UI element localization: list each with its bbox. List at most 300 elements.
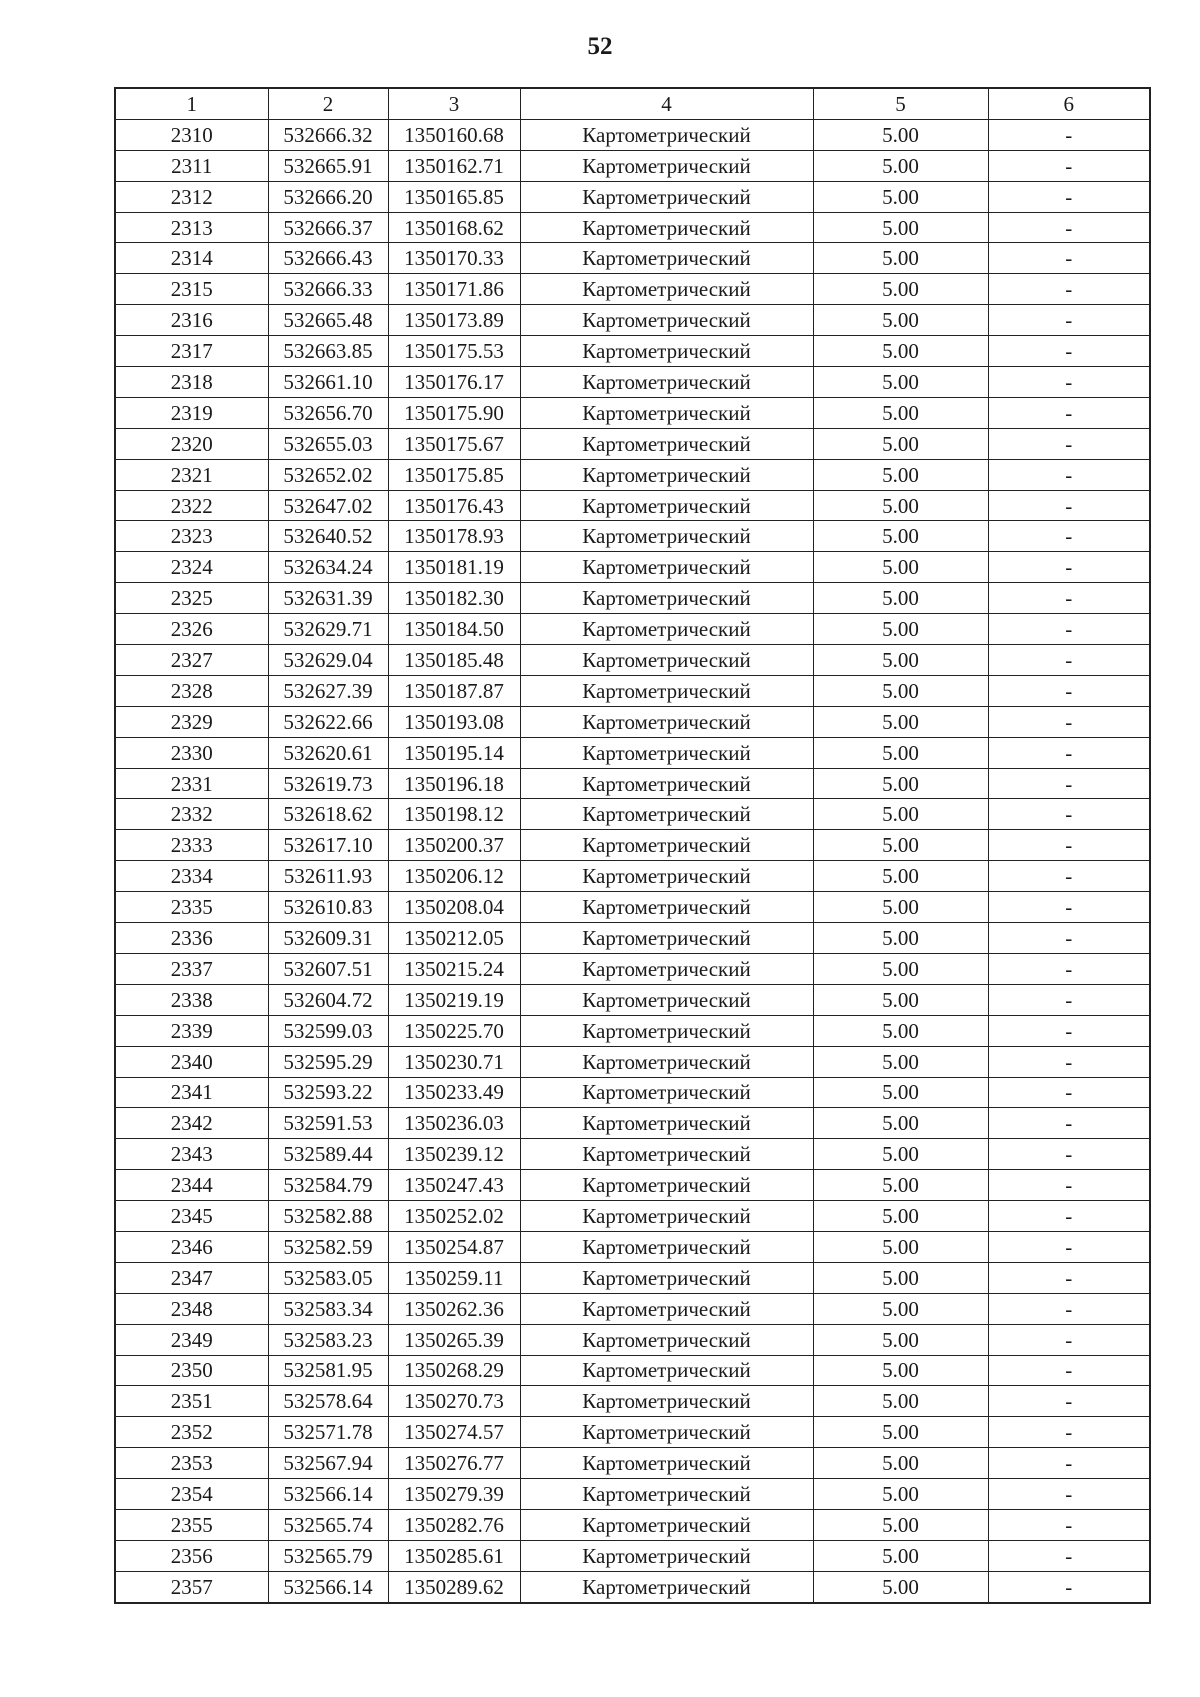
point-number-cell: 2320 (115, 428, 268, 459)
table-row (115, 1108, 1150, 1139)
accuracy-cell: 5.00 (813, 984, 988, 1015)
note-cell: - (988, 1108, 1150, 1139)
table-row (115, 706, 1150, 737)
x-coordinate-cell: 532609.31 (268, 923, 388, 954)
y-coordinate-cell: 1350270.73 (388, 1386, 520, 1417)
x-coordinate-cell: 532593.22 (268, 1077, 388, 1108)
accuracy-cell: 5.00 (813, 119, 988, 150)
accuracy-cell: 5.00 (813, 953, 988, 984)
x-coordinate-cell: 532599.03 (268, 1015, 388, 1046)
point-number-cell: 2327 (115, 645, 268, 676)
table-row (115, 274, 1150, 305)
y-coordinate-cell: 1350254.87 (388, 1231, 520, 1262)
y-coordinate-cell: 1350239.12 (388, 1139, 520, 1170)
x-coordinate-cell: 532665.48 (268, 305, 388, 336)
table-row (115, 953, 1150, 984)
method-cell: Картометрический (520, 923, 813, 954)
method-cell: Картометрический (520, 1046, 813, 1077)
accuracy-cell: 5.00 (813, 1293, 988, 1324)
coordinates-table (114, 87, 1151, 1604)
table-row (115, 1540, 1150, 1571)
y-coordinate-cell: 1350268.29 (388, 1355, 520, 1386)
note-cell: - (988, 614, 1150, 645)
table-row (115, 1509, 1150, 1540)
accuracy-cell: 5.00 (813, 397, 988, 428)
table-row (115, 645, 1150, 676)
method-cell: Картометрический (520, 1262, 813, 1293)
note-cell: - (988, 490, 1150, 521)
point-number-cell: 2332 (115, 799, 268, 830)
accuracy-cell: 5.00 (813, 583, 988, 614)
y-coordinate-cell: 1350182.30 (388, 583, 520, 614)
table-row (115, 212, 1150, 243)
method-cell: Картометрический (520, 119, 813, 150)
x-coordinate-cell: 532619.73 (268, 768, 388, 799)
method-cell: Картометрический (520, 583, 813, 614)
table-row (115, 521, 1150, 552)
x-coordinate-cell: 532666.37 (268, 212, 388, 243)
accuracy-cell: 5.00 (813, 1170, 988, 1201)
note-cell: - (988, 1571, 1150, 1602)
x-coordinate-cell: 532584.79 (268, 1170, 388, 1201)
point-number-cell: 2322 (115, 490, 268, 521)
point-number-cell: 2353 (115, 1448, 268, 1479)
point-number-cell: 2337 (115, 953, 268, 984)
note-cell: - (988, 861, 1150, 892)
x-coordinate-cell: 532666.33 (268, 274, 388, 305)
table-row (115, 892, 1150, 923)
column-header-1: 1 (115, 88, 268, 119)
note-cell: - (988, 181, 1150, 212)
x-coordinate-cell: 532583.34 (268, 1293, 388, 1324)
method-cell: Картометрический (520, 1077, 813, 1108)
note-cell: - (988, 1355, 1150, 1386)
point-number-cell: 2317 (115, 336, 268, 367)
method-cell: Картометрический (520, 984, 813, 1015)
method-cell: Картометрический (520, 1479, 813, 1510)
accuracy-cell: 5.00 (813, 1201, 988, 1232)
y-coordinate-cell: 1350233.49 (388, 1077, 520, 1108)
method-cell: Картометрический (520, 1324, 813, 1355)
note-cell: - (988, 1170, 1150, 1201)
note-cell: - (988, 1386, 1150, 1417)
method-cell: Картометрический (520, 1201, 813, 1232)
y-coordinate-cell: 1350165.85 (388, 181, 520, 212)
y-coordinate-cell: 1350173.89 (388, 305, 520, 336)
x-coordinate-cell: 532565.79 (268, 1540, 388, 1571)
y-coordinate-cell: 1350170.33 (388, 243, 520, 274)
point-number-cell: 2348 (115, 1293, 268, 1324)
method-cell: Картометрический (520, 274, 813, 305)
point-number-cell: 2352 (115, 1417, 268, 1448)
accuracy-cell: 5.00 (813, 305, 988, 336)
y-coordinate-cell: 1350175.67 (388, 428, 520, 459)
table-row (115, 614, 1150, 645)
point-number-cell: 2333 (115, 830, 268, 861)
table-row (115, 181, 1150, 212)
table-row (115, 799, 1150, 830)
point-number-cell: 2356 (115, 1540, 268, 1571)
x-coordinate-cell: 532647.02 (268, 490, 388, 521)
table-row (115, 397, 1150, 428)
table-row (115, 552, 1150, 583)
note-cell: - (988, 459, 1150, 490)
method-cell: Картометрический (520, 336, 813, 367)
accuracy-cell: 5.00 (813, 459, 988, 490)
x-coordinate-cell: 532629.71 (268, 614, 388, 645)
y-coordinate-cell: 1350289.62 (388, 1571, 520, 1602)
point-number-cell: 2312 (115, 181, 268, 212)
note-cell: - (988, 552, 1150, 583)
x-coordinate-cell: 532567.94 (268, 1448, 388, 1479)
x-coordinate-cell: 532604.72 (268, 984, 388, 1015)
table-row (115, 675, 1150, 706)
note-cell: - (988, 830, 1150, 861)
page-number: 52 (587, 33, 613, 60)
y-coordinate-cell: 1350175.53 (388, 336, 520, 367)
point-number-cell: 2334 (115, 861, 268, 892)
x-coordinate-cell: 532583.05 (268, 1262, 388, 1293)
accuracy-cell: 5.00 (813, 1571, 988, 1602)
point-number-cell: 2330 (115, 737, 268, 768)
y-coordinate-cell: 1350274.57 (388, 1417, 520, 1448)
table-body (115, 119, 1150, 1602)
point-number-cell: 2318 (115, 367, 268, 398)
method-cell: Картометрический (520, 552, 813, 583)
note-cell: - (988, 1479, 1150, 1510)
y-coordinate-cell: 1350195.14 (388, 737, 520, 768)
note-cell: - (988, 1509, 1150, 1540)
method-cell: Картометрический (520, 1509, 813, 1540)
note-cell: - (988, 737, 1150, 768)
method-cell: Картометрический (520, 1571, 813, 1602)
note-cell: - (988, 428, 1150, 459)
note-cell: - (988, 583, 1150, 614)
point-number-cell: 2357 (115, 1571, 268, 1602)
method-cell: Картометрический (520, 1231, 813, 1262)
method-cell: Картометрический (520, 150, 813, 181)
y-coordinate-cell: 1350178.93 (388, 521, 520, 552)
x-coordinate-cell: 532610.83 (268, 892, 388, 923)
method-cell: Картометрический (520, 1170, 813, 1201)
point-number-cell: 2340 (115, 1046, 268, 1077)
x-coordinate-cell: 532666.32 (268, 119, 388, 150)
table-row (115, 583, 1150, 614)
method-cell: Картометрический (520, 1417, 813, 1448)
y-coordinate-cell: 1350225.70 (388, 1015, 520, 1046)
note-cell: - (988, 150, 1150, 181)
y-coordinate-cell: 1350236.03 (388, 1108, 520, 1139)
table-row (115, 1077, 1150, 1108)
accuracy-cell: 5.00 (813, 1417, 988, 1448)
accuracy-cell: 5.00 (813, 212, 988, 243)
point-number-cell: 2354 (115, 1479, 268, 1510)
accuracy-cell: 5.00 (813, 1015, 988, 1046)
table-row (115, 367, 1150, 398)
x-coordinate-cell: 532581.95 (268, 1355, 388, 1386)
x-coordinate-cell: 532611.93 (268, 861, 388, 892)
x-coordinate-cell: 532661.10 (268, 367, 388, 398)
note-cell: - (988, 799, 1150, 830)
table-row (115, 305, 1150, 336)
accuracy-cell: 5.00 (813, 1386, 988, 1417)
x-coordinate-cell: 532622.66 (268, 706, 388, 737)
accuracy-cell: 5.00 (813, 490, 988, 521)
y-coordinate-cell: 1350193.08 (388, 706, 520, 737)
table-row (115, 1571, 1150, 1602)
note-cell: - (988, 675, 1150, 706)
y-coordinate-cell: 1350200.37 (388, 830, 520, 861)
column-header-6: 6 (988, 88, 1150, 119)
table-row (115, 1262, 1150, 1293)
table-row (115, 861, 1150, 892)
x-coordinate-cell: 532666.43 (268, 243, 388, 274)
accuracy-cell: 5.00 (813, 428, 988, 459)
method-cell: Картометрический (520, 1293, 813, 1324)
y-coordinate-cell: 1350187.87 (388, 675, 520, 706)
method-cell: Картометрический (520, 614, 813, 645)
note-cell: - (988, 274, 1150, 305)
y-coordinate-cell: 1350219.19 (388, 984, 520, 1015)
point-number-cell: 2311 (115, 150, 268, 181)
table-row (115, 1386, 1150, 1417)
note-cell: - (988, 521, 1150, 552)
y-coordinate-cell: 1350176.17 (388, 367, 520, 398)
table-row (115, 768, 1150, 799)
accuracy-cell: 5.00 (813, 706, 988, 737)
x-coordinate-cell: 532595.29 (268, 1046, 388, 1077)
method-cell: Картометрический (520, 181, 813, 212)
y-coordinate-cell: 1350171.86 (388, 274, 520, 305)
point-number-cell: 2324 (115, 552, 268, 583)
table-row (115, 1355, 1150, 1386)
point-number-cell: 2347 (115, 1262, 268, 1293)
table-row (115, 1015, 1150, 1046)
note-cell: - (988, 953, 1150, 984)
method-cell: Картометрический (520, 1386, 813, 1417)
table-row (115, 923, 1150, 954)
point-number-cell: 2331 (115, 768, 268, 799)
table-row (115, 1324, 1150, 1355)
point-number-cell: 2315 (115, 274, 268, 305)
y-coordinate-cell: 1350176.43 (388, 490, 520, 521)
x-coordinate-cell: 532666.20 (268, 181, 388, 212)
y-coordinate-cell: 1350285.61 (388, 1540, 520, 1571)
table-row (115, 1293, 1150, 1324)
y-coordinate-cell: 1350276.77 (388, 1448, 520, 1479)
x-coordinate-cell: 532640.52 (268, 521, 388, 552)
note-cell: - (988, 645, 1150, 676)
accuracy-cell: 5.00 (813, 1540, 988, 1571)
point-number-cell: 2349 (115, 1324, 268, 1355)
point-number-cell: 2346 (115, 1231, 268, 1262)
table-row (115, 1170, 1150, 1201)
y-coordinate-cell: 1350262.36 (388, 1293, 520, 1324)
x-coordinate-cell: 532631.39 (268, 583, 388, 614)
x-coordinate-cell: 532591.53 (268, 1108, 388, 1139)
method-cell: Картометрический (520, 706, 813, 737)
accuracy-cell: 5.00 (813, 181, 988, 212)
point-number-cell: 2328 (115, 675, 268, 706)
y-coordinate-cell: 1350282.76 (388, 1509, 520, 1540)
accuracy-cell: 5.00 (813, 861, 988, 892)
table-row (115, 1201, 1150, 1232)
point-number-cell: 2351 (115, 1386, 268, 1417)
accuracy-cell: 5.00 (813, 645, 988, 676)
column-header-3: 3 (388, 88, 520, 119)
point-number-cell: 2316 (115, 305, 268, 336)
method-cell: Картометрический (520, 645, 813, 676)
method-cell: Картометрический (520, 861, 813, 892)
point-number-cell: 2342 (115, 1108, 268, 1139)
method-cell: Картометрический (520, 1540, 813, 1571)
method-cell: Картометрический (520, 1355, 813, 1386)
method-cell: Картометрический (520, 243, 813, 274)
point-number-cell: 2344 (115, 1170, 268, 1201)
note-cell: - (988, 1324, 1150, 1355)
table-row (115, 336, 1150, 367)
accuracy-cell: 5.00 (813, 1324, 988, 1355)
accuracy-cell: 5.00 (813, 614, 988, 645)
point-number-cell: 2319 (115, 397, 268, 428)
x-coordinate-cell: 532589.44 (268, 1139, 388, 1170)
y-coordinate-cell: 1350175.90 (388, 397, 520, 428)
point-number-cell: 2325 (115, 583, 268, 614)
y-coordinate-cell: 1350175.85 (388, 459, 520, 490)
note-cell: - (988, 892, 1150, 923)
accuracy-cell: 5.00 (813, 768, 988, 799)
x-coordinate-cell: 532629.04 (268, 645, 388, 676)
y-coordinate-cell: 1350212.05 (388, 923, 520, 954)
table-row (115, 737, 1150, 768)
accuracy-cell: 5.00 (813, 1046, 988, 1077)
y-coordinate-cell: 1350160.68 (388, 119, 520, 150)
accuracy-cell: 5.00 (813, 243, 988, 274)
point-number-cell: 2335 (115, 892, 268, 923)
method-cell: Картометрический (520, 428, 813, 459)
x-coordinate-cell: 532566.14 (268, 1479, 388, 1510)
y-coordinate-cell: 1350198.12 (388, 799, 520, 830)
table-row (115, 1479, 1150, 1510)
note-cell: - (988, 1262, 1150, 1293)
accuracy-cell: 5.00 (813, 1479, 988, 1510)
x-coordinate-cell: 532607.51 (268, 953, 388, 984)
x-coordinate-cell: 532565.74 (268, 1509, 388, 1540)
y-coordinate-cell: 1350184.50 (388, 614, 520, 645)
y-coordinate-cell: 1350196.18 (388, 768, 520, 799)
accuracy-cell: 5.00 (813, 675, 988, 706)
point-number-cell: 2313 (115, 212, 268, 243)
x-coordinate-cell: 532571.78 (268, 1417, 388, 1448)
accuracy-cell: 5.00 (813, 521, 988, 552)
table-row (115, 459, 1150, 490)
point-number-cell: 2339 (115, 1015, 268, 1046)
accuracy-cell: 5.00 (813, 1231, 988, 1262)
point-number-cell: 2323 (115, 521, 268, 552)
note-cell: - (988, 119, 1150, 150)
method-cell: Картометрический (520, 953, 813, 984)
note-cell: - (988, 1293, 1150, 1324)
method-cell: Картометрический (520, 1139, 813, 1170)
table-row (115, 1231, 1150, 1262)
x-coordinate-cell: 532656.70 (268, 397, 388, 428)
accuracy-cell: 5.00 (813, 1448, 988, 1479)
x-coordinate-cell: 532583.23 (268, 1324, 388, 1355)
table-row (115, 1139, 1150, 1170)
method-cell: Картометрический (520, 830, 813, 861)
note-cell: - (988, 1077, 1150, 1108)
note-cell: - (988, 397, 1150, 428)
method-cell: Картометрический (520, 737, 813, 768)
y-coordinate-cell: 1350162.71 (388, 150, 520, 181)
accuracy-cell: 5.00 (813, 830, 988, 861)
table-row (115, 1448, 1150, 1479)
accuracy-cell: 5.00 (813, 923, 988, 954)
method-cell: Картометрический (520, 459, 813, 490)
note-cell: - (988, 1201, 1150, 1232)
table-row (115, 490, 1150, 521)
table-row (115, 243, 1150, 274)
note-cell: - (988, 984, 1150, 1015)
method-cell: Картометрический (520, 367, 813, 398)
y-coordinate-cell: 1350247.43 (388, 1170, 520, 1201)
point-number-cell: 2326 (115, 614, 268, 645)
column-header-5: 5 (813, 88, 988, 119)
note-cell: - (988, 1448, 1150, 1479)
point-number-cell: 2341 (115, 1077, 268, 1108)
note-cell: - (988, 367, 1150, 398)
x-coordinate-cell: 532617.10 (268, 830, 388, 861)
method-cell: Картометрический (520, 799, 813, 830)
table-row (115, 984, 1150, 1015)
method-cell: Картометрический (520, 675, 813, 706)
point-number-cell: 2355 (115, 1509, 268, 1540)
point-number-cell: 2338 (115, 984, 268, 1015)
accuracy-cell: 5.00 (813, 367, 988, 398)
table-row (115, 1417, 1150, 1448)
note-cell: - (988, 1540, 1150, 1571)
accuracy-cell: 5.00 (813, 737, 988, 768)
accuracy-cell: 5.00 (813, 1262, 988, 1293)
accuracy-cell: 5.00 (813, 1509, 988, 1540)
note-cell: - (988, 305, 1150, 336)
x-coordinate-cell: 532578.64 (268, 1386, 388, 1417)
y-coordinate-cell: 1350206.12 (388, 861, 520, 892)
accuracy-cell: 5.00 (813, 892, 988, 923)
point-number-cell: 2345 (115, 1201, 268, 1232)
y-coordinate-cell: 1350208.04 (388, 892, 520, 923)
x-coordinate-cell: 532620.61 (268, 737, 388, 768)
point-number-cell: 2336 (115, 923, 268, 954)
note-cell: - (988, 1046, 1150, 1077)
accuracy-cell: 5.00 (813, 1355, 988, 1386)
table-header-row (115, 88, 1150, 119)
x-coordinate-cell: 532655.03 (268, 428, 388, 459)
method-cell: Картометрический (520, 397, 813, 428)
method-cell: Картометрический (520, 892, 813, 923)
x-coordinate-cell: 532627.39 (268, 675, 388, 706)
note-cell: - (988, 1417, 1150, 1448)
y-coordinate-cell: 1350279.39 (388, 1479, 520, 1510)
y-coordinate-cell: 1350265.39 (388, 1324, 520, 1355)
point-number-cell: 2321 (115, 459, 268, 490)
note-cell: - (988, 923, 1150, 954)
point-number-cell: 2343 (115, 1139, 268, 1170)
accuracy-cell: 5.00 (813, 274, 988, 305)
method-cell: Картометрический (520, 521, 813, 552)
method-cell: Картометрический (520, 1108, 813, 1139)
table-row (115, 119, 1150, 150)
